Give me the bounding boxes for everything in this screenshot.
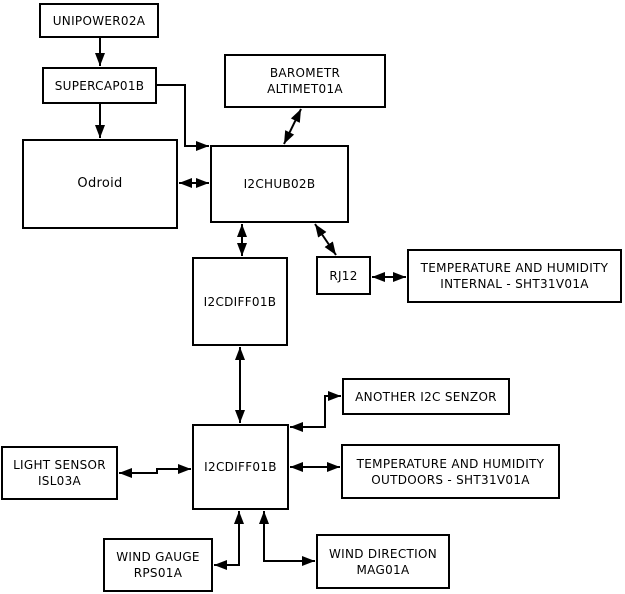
node-another-i2c-sensor	[342, 378, 510, 415]
node-wind-gauge-label-line1: WIND GAUGE	[116, 550, 200, 564]
node-i2cdiff-lower	[192, 424, 289, 510]
node-another-i2c-label: ANOTHER I2C SENZOR	[355, 389, 497, 404]
node-rj12	[316, 256, 371, 295]
connector-i2cdiff-lower-another-i2c	[290, 396, 341, 427]
node-barometr-altimet	[224, 54, 386, 108]
node-wind-gauge-label-line2: RPS01A	[133, 566, 183, 580]
node-rj12-label: RJ12	[329, 268, 358, 283]
node-light-sensor-label-line1: LIGHT SENSOR	[13, 458, 106, 472]
node-wind-direction-label-line2: MAG01A	[356, 562, 410, 577]
node-supercap	[42, 67, 157, 104]
connector-i2cdiff-lower-wind-direction	[264, 511, 315, 561]
connector-barometr-i2chub	[284, 109, 301, 144]
node-odroid	[22, 139, 178, 229]
node-temp-internal-label-line1: TEMPERATURE AND HUMIDITY	[420, 261, 609, 275]
node-temp-outdoors-label-line2: OUTDOORS - SHT31V01A	[371, 472, 530, 487]
node-wind-gauge	[103, 538, 213, 592]
node-i2chub	[210, 145, 349, 223]
node-unipower-label: UNIPOWER02A	[52, 13, 146, 28]
node-i2cdiff-upper	[192, 257, 288, 346]
node-temp-humidity-outdoors	[341, 444, 560, 499]
connector-i2cdiff-lower-wind-gauge	[214, 511, 239, 565]
connector-i2chub-rj12	[315, 224, 336, 255]
node-light-sensor-label-line2: ISL03A	[37, 474, 82, 488]
node-i2chub-label: I2CHUB02B	[243, 177, 316, 191]
node-supercap-label: SUPERCAP01B	[54, 78, 145, 93]
node-temp-humidity-internal	[407, 249, 622, 303]
node-unipower	[39, 3, 159, 38]
node-light-sensor	[1, 446, 118, 500]
node-wind-direction-label-line1: WIND DIRECTION	[328, 546, 437, 561]
node-temp-outdoors-label-line1: TEMPERATURE AND HUMIDITY	[356, 456, 545, 471]
connector-supercap-to-i2chub	[157, 85, 209, 146]
node-i2cdiff-upper-label: I2CDIFF01B	[203, 294, 277, 309]
node-barometr-label-line2: ALTIMET01A	[267, 82, 343, 96]
node-temp-internal-label-line2: INTERNAL - SHT31V01A	[440, 277, 589, 291]
connector-light-sensor-i2cdiff-lower	[119, 469, 191, 473]
node-i2cdiff-lower-label: I2CDIFF01B	[204, 460, 277, 474]
node-odroid-label: Odroid	[77, 176, 123, 191]
node-barometr-label-line1: BAROMETR	[269, 66, 341, 80]
node-wind-direction	[316, 534, 450, 589]
